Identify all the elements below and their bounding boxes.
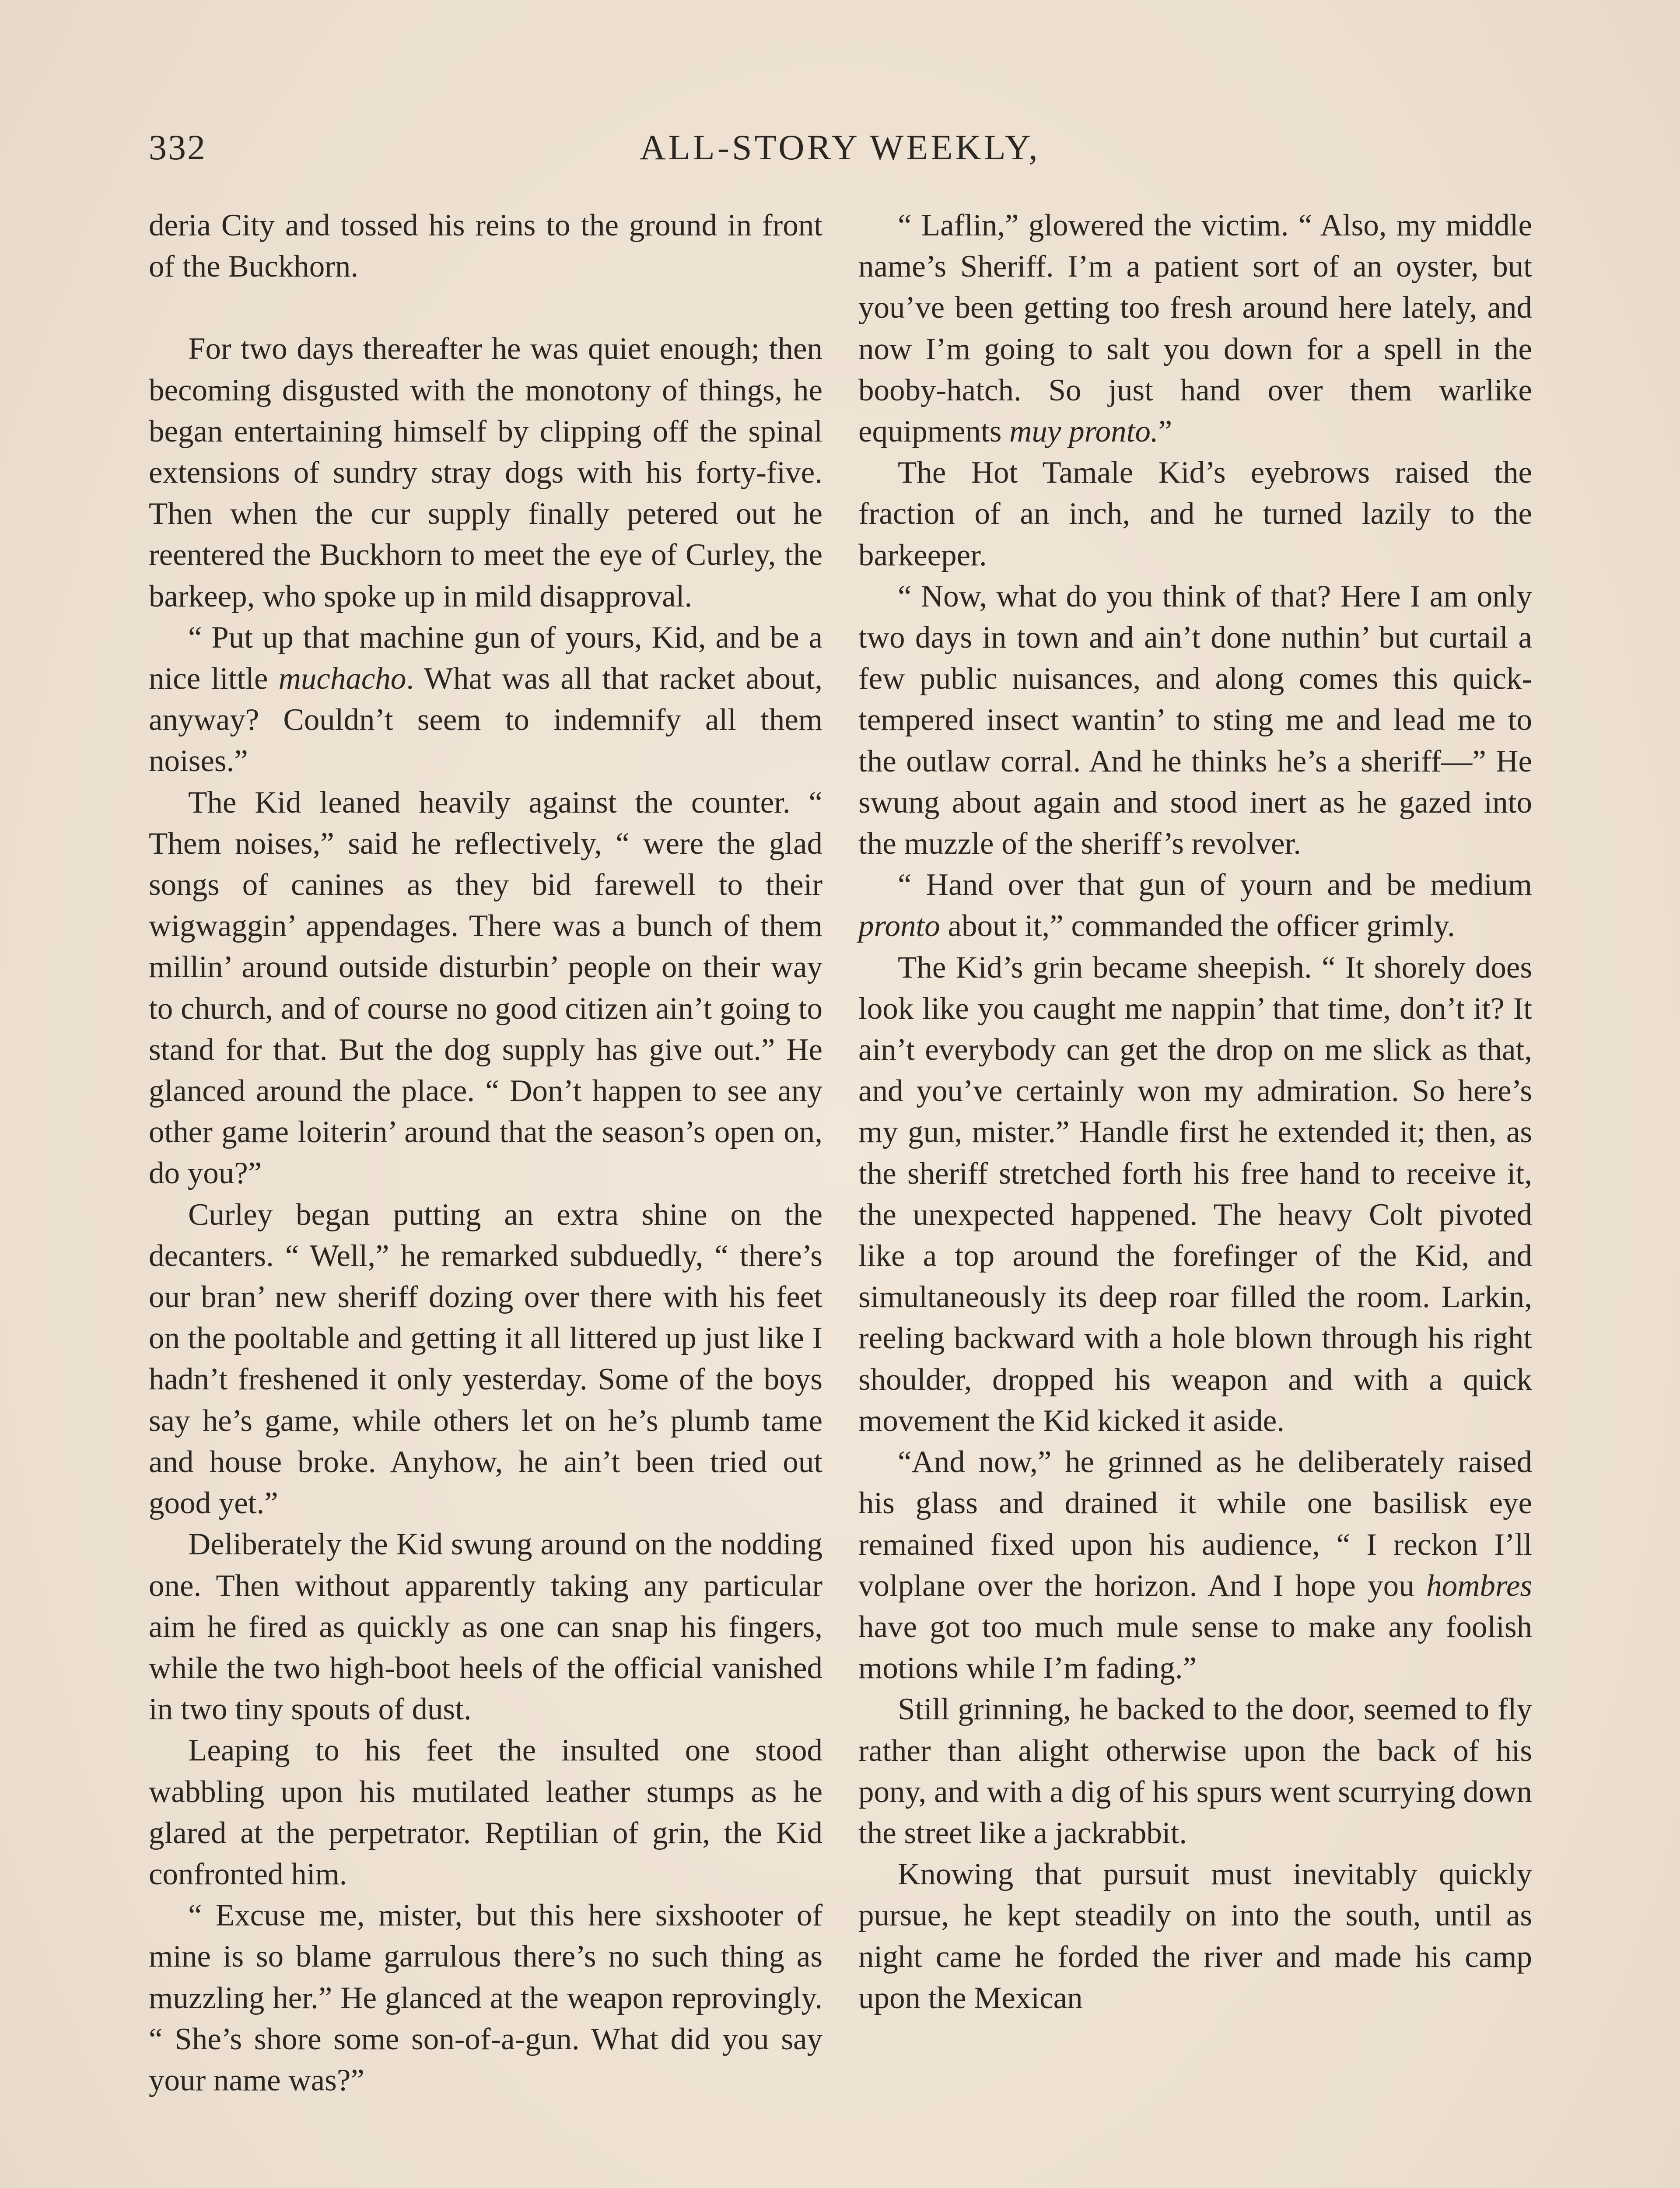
paragraph: Still grinning, he backed to the door, seemed to fly rather than alight otherwise upon the back of his pony, and with a dig of his spurs went scurrying down the street like a jackrabbit. <box>858 1692 1532 1850</box>
page-header <box>149 127 1531 179</box>
paragraph: “ Put up that machine gun of yours, Kid, and be a nice little muchacho. What was all that racket about, anyway? Couldn’t seem to indemnify all them noises.” <box>149 620 822 778</box>
paragraph: Deliberately the Kid swung around on the nodding one. Then without apparently taking any particular aim he fired as quickly as one can snap his fingers, while the two high-boot heels of the official vanished in two tiny spouts of dust. <box>149 1527 822 1727</box>
paragraph: “And now,” he grinned as he deliberately raised his glass and drained it while one basilisk eye remained fixed upon his audience, “ I reckon I’ll volplane over the horizon. And I hope you hombres have got too much mule sense to make any foolish motions while I’m fading.” <box>858 1445 1532 1686</box>
paragraph: Curley began putting an extra shine on the decanters. “ Well,” he remarked subduedly, “ there’s our bran’ new sheriff dozing over there with his feet on the pooltable and getting it all littered up just like I hadn’t freshened it only yesterday. Some of the boys say he’s game, while others let on he’s plumb tame and house broke. Anyhow, he ain’t been tried out good yet.” <box>149 1197 822 1521</box>
italic-term: hombres <box>1426 1568 1532 1603</box>
paragraph: “ Now, what do you think of that? Here I am only two days in town and ain’t done nuthin’ but curtail a few public nuisances, and along comes this quick-tempered insect wantin’ to sting me and lead me to the outlaw corral. And he thinks he’s a sheriff—” He swung about again and stood inert as he gazed into the muzzle of the sheriff’s revolver. <box>858 579 1532 861</box>
paragraph: “ Laflin,” glowered the victim. “ Also, my middle name’s Sheriff. I’m a patient sort of an oyster, but you’ve been getting too fresh around here lately, and now I’m going to salt you down for a spell in the booby-hatch. So just hand over them warlike equipments muy pronto.” <box>858 208 1532 449</box>
paragraph: The Hot Tamale Kid’s eyebrows raised the fraction of an inch, and he turned lazily to the barkeeper. <box>858 456 1532 572</box>
left-column <box>149 205 822 2101</box>
paragraph: Leaping to his feet the insulted one stood wabbling upon his mutilated leather stumps as he glared at the perpetrator. Reptilian of grin, the Kid confronted him. <box>149 1733 822 1891</box>
paragraph: For two days thereafter he was quiet enough; then becoming disgusted with the monotony of things, he began entertaining himself by clipping off the spinal extensions of sundry stray dogs with his forty-five. Then when the cur supply finally petered out he reentered the Buckhorn to meet the eye of Curley, the barkeep, who spoke up in mild disapproval. <box>149 332 822 614</box>
page-number: 332 <box>149 127 206 167</box>
paragraph: The Kid leaned heavily against the counter. “ Them noises,” said he reflectively, “ were the glad songs of canines as they bid farewell to their wigwaggin’ appendages. There was a bunch of them millin’ around outside disturbin’ people on their way to church, and of course no good citizen ain’t going to stand for that. But the dog supply has give out.” He glanced around the place. “ Don’t happen to see any other game loiterin’ around that the season’s open on, do you?” <box>149 785 822 1191</box>
paragraph: The Kid’s grin became sheepish. “ It shorely does look like you caught me nappin’ that time, don’t it? It ain’t everybody can get the drop on me slick as that, and you’ve certainly won my admiration. So here’s my gun, mister.” Handle first he extended it; then, as the sheriff stretched forth his free hand to receive it, the unexpected happened. The heavy Colt pivoted like a top around the forefinger of the Kid, and simultaneously its deep roar filled the room. Larkin, reeling backward with a hole blown through his right shoulder, dropped his weapon and with a quick movement the Kid kicked it aside. <box>858 950 1532 1438</box>
paragraph: deria City and tossed his reins to the ground in front of the Buckhorn. <box>149 208 822 284</box>
paragraph: “ Excuse me, mister, but this here sixshooter of mine is so blame garrulous there’s no such thing as muzzling her.” He glanced at the weapon reprovingly. “ She’s shore some son-of-a-gun. What did you say your name was?” <box>149 1898 822 2097</box>
italic-term: pronto <box>858 909 940 943</box>
italic-term: muchacho <box>278 662 406 696</box>
running-title: ALL-STORY WEEKLY, <box>640 127 1040 167</box>
right-column <box>858 205 1532 2019</box>
paragraph: Knowing that pursuit must inevitably quickly pursue, he kept steadily on into the south, until as night came he forded the river and made his camp upon the Mexican <box>858 1857 1532 2015</box>
paragraph: “ Hand over that gun of yourn and be medium pronto about it,” commanded the officer grimly. <box>858 868 1532 943</box>
italic-term: muy pronto. <box>1009 414 1158 449</box>
